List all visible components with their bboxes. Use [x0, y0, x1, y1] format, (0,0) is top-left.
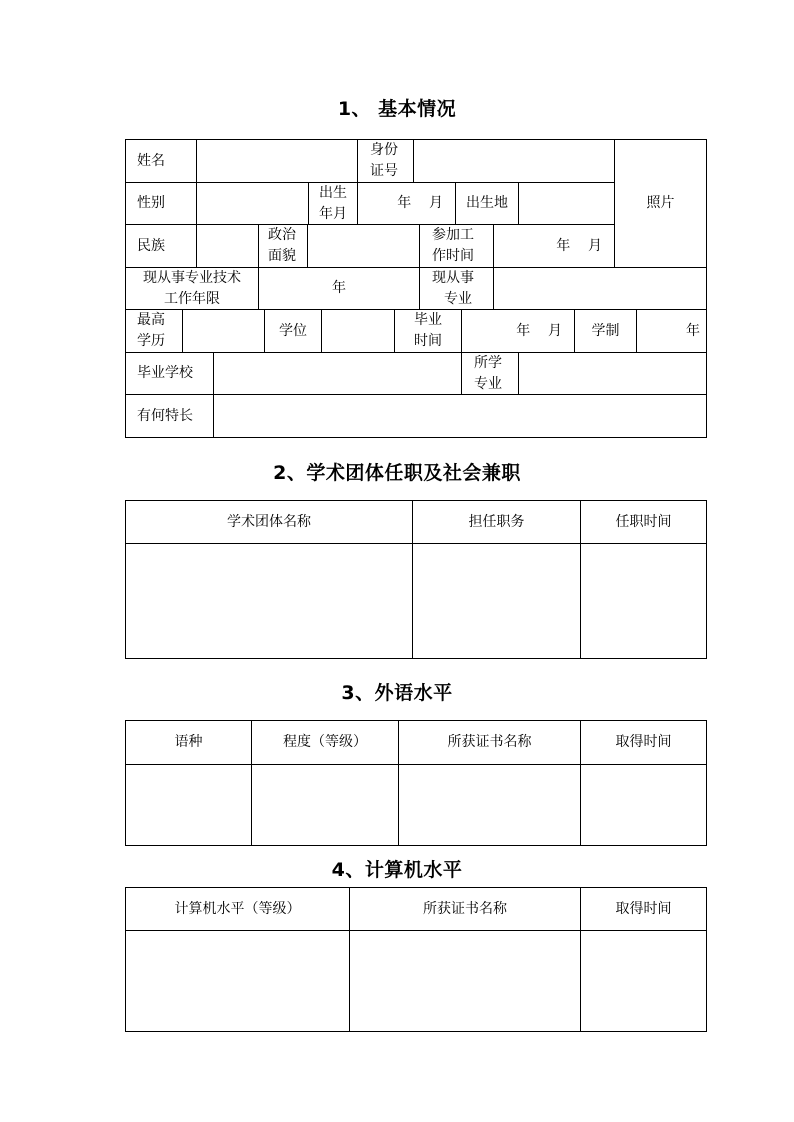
political-status-field[interactable]	[308, 225, 420, 268]
header-obtained-time: 取得时间	[581, 721, 707, 765]
grad-time-label-line1: 毕业	[414, 312, 442, 328]
id-label-line2: 证号	[370, 163, 398, 179]
specialty-field[interactable]	[214, 395, 707, 438]
id-label-line1: 身份	[370, 142, 398, 158]
foreign-language-table	[125, 720, 707, 846]
current-major-field[interactable]	[494, 268, 707, 310]
ethnicity-label: 民族	[126, 225, 197, 268]
birth-label-line2: 年月	[319, 205, 347, 222]
degree-label: 学位	[265, 310, 322, 353]
major-label-line2: 专业	[474, 375, 502, 392]
level-field[interactable]	[252, 765, 399, 846]
header-tenure-time: 任职时间	[581, 501, 707, 544]
birth-date-field[interactable]: 年 月	[358, 183, 456, 225]
work-start-field[interactable]: 年 月	[494, 225, 615, 268]
header-org-name: 学术团体名称	[126, 501, 413, 544]
header-level: 程度（等级）	[252, 721, 399, 765]
graduate-school-field[interactable]	[214, 353, 462, 395]
study-length-label: 学制	[575, 310, 637, 353]
header-computer-certificate: 所获证书名称	[350, 888, 581, 931]
computer-certificate-field[interactable]	[350, 931, 581, 1032]
graduation-time-field[interactable]: 年 月	[462, 310, 575, 353]
major-label	[462, 353, 519, 395]
org-name-field[interactable]	[126, 544, 413, 659]
current-major-label-line2: 专业	[444, 290, 472, 307]
grad-time-label-line2: 时间	[414, 333, 442, 349]
politics-label-line2: 面貌	[268, 248, 296, 264]
computer-obtained-time-field[interactable]	[581, 931, 707, 1032]
graduate-school-label: 毕业学校	[126, 353, 214, 395]
education-label-line2: 学历	[137, 333, 165, 349]
birth-label-line1: 出生	[319, 184, 347, 201]
current-major-label-line1: 现从事	[432, 269, 474, 286]
name-field[interactable]	[197, 140, 358, 183]
header-computer-level: 计算机水平（等级）	[126, 888, 350, 931]
name-label: 姓名	[126, 140, 197, 183]
ethnicity-field[interactable]	[197, 225, 259, 268]
gender-label: 性别	[126, 183, 197, 225]
section4-title: 4、计算机水平	[331, 859, 463, 881]
education-label-line1: 最高	[137, 312, 165, 328]
study-length-field[interactable]: 年	[637, 310, 707, 353]
position-field[interactable]	[413, 544, 581, 659]
professional-years-label	[126, 268, 259, 310]
language-field[interactable]	[126, 765, 252, 846]
photo-box[interactable]	[615, 140, 707, 268]
current-major-label	[420, 268, 494, 310]
birthplace-field[interactable]	[519, 183, 615, 225]
years-label-line2: 工作年限	[164, 290, 220, 307]
highest-education-field[interactable]	[183, 310, 265, 353]
obtained-time-field[interactable]	[581, 765, 707, 846]
graduation-time-label	[395, 310, 462, 353]
gender-field[interactable]	[197, 183, 309, 225]
political-status-label	[259, 225, 308, 268]
header-language: 语种	[126, 721, 252, 765]
years-label-line1: 现从事专业技术	[143, 269, 241, 286]
photo-label: 照片	[646, 195, 675, 211]
header-certificate-name: 所获证书名称	[399, 721, 581, 765]
specialty-label: 有何特长	[126, 395, 214, 438]
header-computer-obtained-time: 取得时间	[581, 888, 707, 931]
major-label-line1: 所学	[474, 354, 502, 371]
basic-info-table	[125, 139, 707, 438]
section2-title: 2、学术团体任职及社会兼职	[273, 462, 521, 484]
work-start-label	[420, 225, 494, 268]
section3-title: 3、外语水平	[341, 682, 453, 704]
section1-title: 1、 基本情况	[337, 98, 457, 120]
professional-years-field[interactable]: 年	[259, 268, 420, 310]
id-number-label	[358, 140, 414, 183]
computer-skills-table	[125, 887, 707, 1032]
work-start-label-line1: 参加工	[432, 227, 474, 243]
work-start-label-line2: 作时间	[432, 248, 474, 264]
birthplace-label: 出生地	[456, 183, 519, 225]
header-position: 担任职务	[413, 501, 581, 544]
highest-education-label	[126, 310, 183, 353]
major-field[interactable]	[519, 353, 707, 395]
tenure-time-field[interactable]	[581, 544, 707, 659]
politics-label-line1: 政治	[268, 227, 296, 243]
id-number-field[interactable]	[414, 140, 615, 183]
academic-positions-table	[125, 500, 707, 659]
certificate-name-field[interactable]	[399, 765, 581, 846]
computer-level-field[interactable]	[126, 931, 350, 1032]
degree-field[interactable]	[322, 310, 395, 353]
birth-date-label	[309, 183, 358, 225]
